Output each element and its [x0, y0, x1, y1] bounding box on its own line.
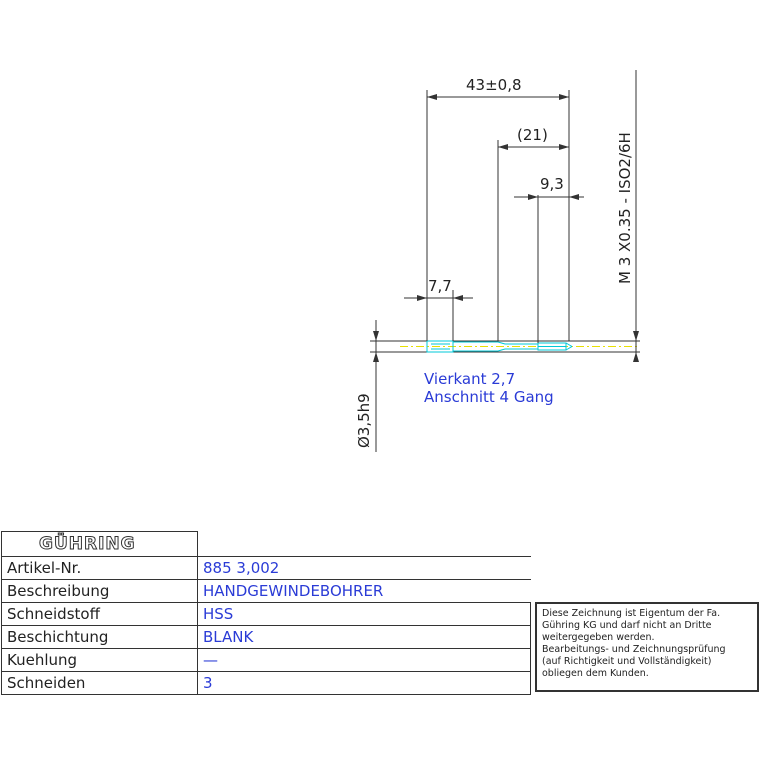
- title-block-row: [2, 672, 531, 695]
- notice-line: Diese Zeichnung ist Eigentum der Fa.: [542, 608, 721, 619]
- row-value-material: HSS: [198, 603, 531, 626]
- notice-line: weitergegeben werden.: [542, 632, 655, 643]
- guehring-logo: GÜHRING: [39, 534, 136, 554]
- ownership-notice: [535, 602, 759, 692]
- notice-line: Gühring KG und darf nicht an Dritte: [542, 620, 712, 631]
- title-block-row: [2, 580, 531, 603]
- dim-shank-length-label: (21): [517, 126, 548, 144]
- thread-spec-label: M 3 X0.35 - ISO2/6H: [616, 132, 634, 284]
- dim-shank-diameter: [355, 320, 379, 452]
- row-value-coating: BLANK: [198, 626, 531, 649]
- dim-thread-spec: [616, 70, 639, 362]
- notice-line: Bearbeitungs- und Zeichnungsprüfung: [542, 644, 726, 655]
- logo-spacer: [198, 532, 531, 557]
- row-label-article: Artikel-Nr.: [2, 557, 198, 580]
- dim-thread-length-label: 7,7: [428, 277, 452, 295]
- tap-outline: [370, 341, 640, 352]
- notice-line: (auf Richtigkeit und Vollständigkeit): [542, 656, 712, 667]
- row-label-coating: Beschichtung: [2, 626, 198, 649]
- notice-line: obliegen dem Kunden.: [542, 668, 649, 679]
- row-label-description: Beschreibung: [2, 580, 198, 603]
- title-block-logo-row: [2, 532, 531, 557]
- row-value-flutes: 3: [198, 672, 531, 695]
- row-value-cooling: —: [198, 649, 531, 672]
- title-block-row: [2, 557, 531, 580]
- row-label-material: Schneidstoff: [2, 603, 198, 626]
- row-label-cooling: Kuehlung: [2, 649, 198, 672]
- title-block-row: [2, 626, 531, 649]
- dim-square-length-label: 9,3: [540, 175, 564, 193]
- note-chamfer: Anschnitt 4 Gang: [424, 388, 554, 406]
- dim-thread-length: [404, 277, 473, 301]
- dim-shank-diameter-label: Ø3,5h9: [355, 393, 373, 448]
- logo-cell: [2, 532, 198, 557]
- row-value-description: HANDGEWINDEBOHRER: [198, 580, 531, 603]
- dim-overall-length-label: 43±0,8: [466, 76, 522, 94]
- dim-square-length: [514, 175, 584, 200]
- title-block: [1, 531, 531, 695]
- row-value-article: 885 3,002: [198, 557, 531, 580]
- title-block-row: [2, 649, 531, 672]
- dim-overall-length: [427, 76, 569, 100]
- note-square: Vierkant 2,7: [424, 370, 516, 388]
- row-label-flutes: Schneiden: [2, 672, 198, 695]
- title-block-row: [2, 603, 531, 626]
- dim-shank-length: [498, 126, 569, 150]
